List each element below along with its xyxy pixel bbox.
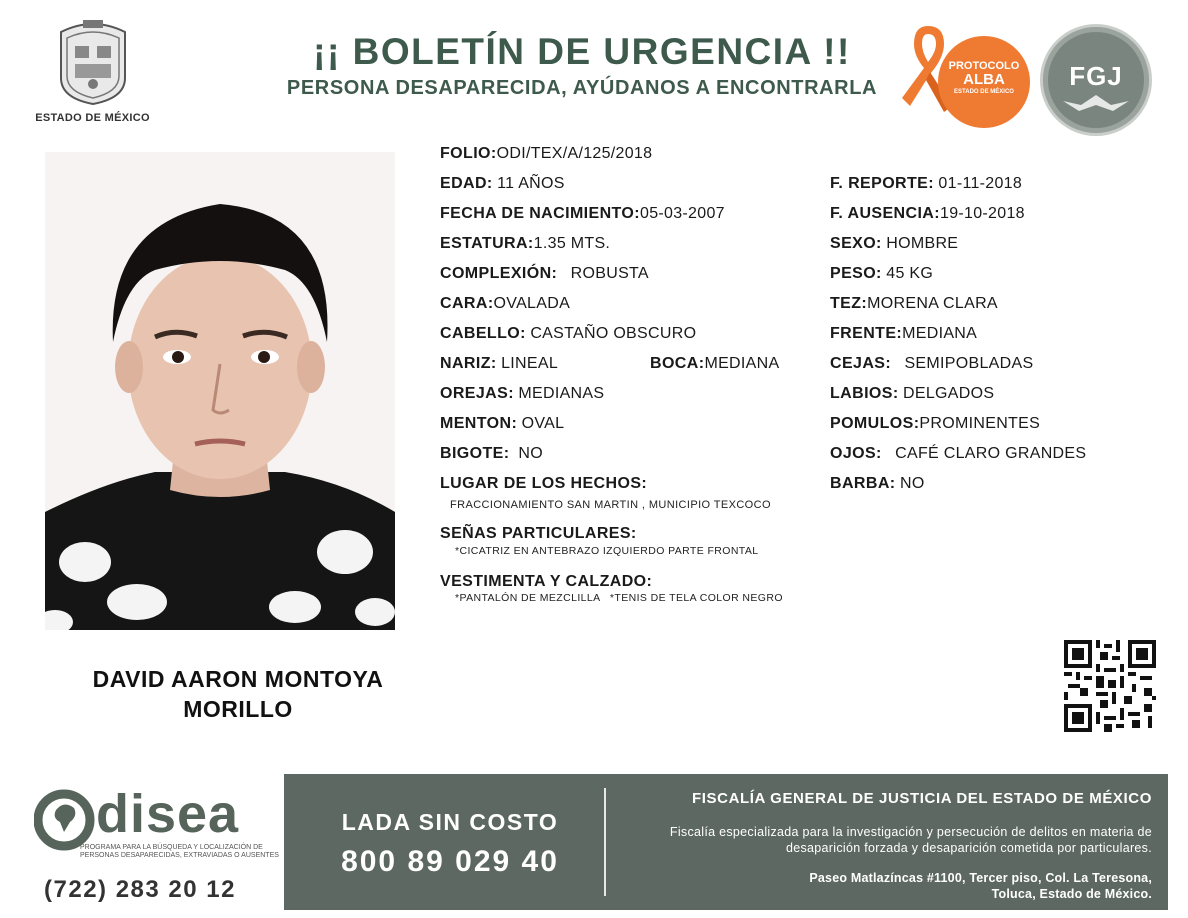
estado-de-mexico-logo xyxy=(30,18,155,124)
fiscalia-address-line1: Paseo Matlazíncas #1100, Tercer piso, Col. La Teresona, xyxy=(809,871,1152,885)
field-folio xyxy=(440,144,652,164)
field-nariz-label: NARIZ: xyxy=(440,355,497,372)
bulletin-header xyxy=(262,30,902,100)
field-sexo-label: SEXO: xyxy=(830,235,882,252)
field-orejas-value: MEDIANAS xyxy=(518,385,605,402)
field-edad-value: 11 AÑOS xyxy=(497,175,565,192)
field-lugar-hechos-value: FRACCIONAMIENTO SAN MARTIN , MUNICIPIO TEXCOCO xyxy=(450,499,771,511)
field-cara-label: CARA: xyxy=(440,295,494,312)
field-ojos-value: CAFÉ CLARO GRANDES xyxy=(895,445,1087,462)
field-vestimenta-label: VESTIMENTA Y CALZADO: xyxy=(440,573,653,590)
field-f-ausencia-value: 19-10-2018 xyxy=(940,205,1025,222)
fiscalia-info xyxy=(618,790,1152,902)
field-orejas xyxy=(440,384,604,404)
field-fecha-nacimiento-label: FECHA DE NACIMIENTO: xyxy=(440,205,640,222)
eagle-wings-icon xyxy=(1061,91,1131,113)
field-edad-label: EDAD: xyxy=(440,175,493,192)
field-folio-value: ODI/TEX/A/125/2018 xyxy=(496,145,653,162)
person-name-line2: MORILLO xyxy=(183,696,293,722)
toll-free-number[interactable]: 800 89 029 40 xyxy=(341,845,559,878)
field-f-ausencia xyxy=(830,204,1025,224)
field-labios-value: DELGADOS xyxy=(903,385,995,402)
field-menton-label: MENTON: xyxy=(440,415,518,432)
field-cabello xyxy=(440,324,696,344)
field-ojos-label: OJOS: xyxy=(830,445,882,462)
field-estatura-value: 1.35 MTS. xyxy=(533,235,611,252)
toll-free-block xyxy=(310,808,590,880)
field-barba-label: BARBA: xyxy=(830,475,896,492)
field-estatura xyxy=(440,234,610,254)
person-name xyxy=(52,664,424,724)
field-labios-label: LABIOS: xyxy=(830,385,899,402)
odisea-description: PROGRAMA PARA LA BÚSQUEDA Y LOCALIZACIÓN DE PERSONAS DESAPARECIDAS, EXTRAVIADAS O AUSENTES xyxy=(80,844,279,859)
field-peso xyxy=(830,264,933,284)
field-lugar-hechos xyxy=(440,474,647,494)
field-bigote xyxy=(440,444,543,464)
footer-divider xyxy=(604,788,606,896)
alba-badge xyxy=(938,36,1030,128)
field-f-reporte-label: F. REPORTE: xyxy=(830,175,934,192)
field-frente-label: FRENTE: xyxy=(830,325,903,342)
field-cabello-label: CABELLO: xyxy=(440,325,526,342)
field-boca xyxy=(650,354,779,374)
field-frente-value: MEDIANA xyxy=(902,325,978,342)
field-senas-label: SEÑAS PARTICULARES: xyxy=(440,525,637,542)
field-pomulos-value: PROMINENTES xyxy=(919,415,1041,432)
field-nariz xyxy=(440,354,558,374)
missing-person-photo xyxy=(45,152,395,630)
field-cara xyxy=(440,294,570,314)
qr-code[interactable] xyxy=(1064,640,1156,732)
field-cejas xyxy=(830,354,1033,374)
alba-line2: ALBA xyxy=(963,71,1005,88)
field-f-ausencia-label: F. AUSENCIA: xyxy=(830,205,940,222)
field-folio-label: FOLIO: xyxy=(440,145,497,162)
field-bigote-label: BIGOTE: xyxy=(440,445,510,462)
field-complexion-label: COMPLEXIÓN: xyxy=(440,265,558,282)
field-cejas-label: CEJAS: xyxy=(830,355,892,372)
fiscalia-description: Fiscalía especializada para la investigación y persecución de delitos en materia de desaparición forzada y desaparición cometida por particulares. xyxy=(669,825,1152,855)
field-barba-value: NO xyxy=(899,475,925,492)
field-peso-label: PESO: xyxy=(830,265,882,282)
field-estatura-label: ESTATURA: xyxy=(440,235,534,252)
field-tez-label: TEZ: xyxy=(830,295,868,312)
field-sexo xyxy=(830,234,958,254)
field-pomulos xyxy=(830,414,1040,434)
bulletin-title: ¡¡ BOLETÍN DE URGENCIA !! xyxy=(313,31,851,72)
field-nariz-value: LINEAL xyxy=(501,355,559,372)
footer-contact-band xyxy=(284,774,1168,910)
fiscalia-address xyxy=(618,870,1152,902)
field-labios xyxy=(830,384,994,404)
field-vestimenta-value: *PANTALÓN DE MEZCLILLA *TENIS DE TELA COLOR NEGRO xyxy=(455,592,783,604)
odisea-wordmark: disea xyxy=(96,784,240,844)
field-lugar-hechos-label: LUGAR DE LOS HECHOS: xyxy=(440,475,648,492)
field-complexion xyxy=(440,264,649,284)
bulletin-subtitle: PERSONA DESAPARECIDA, AYÚDANOS A ENCONTRARLA xyxy=(286,77,878,99)
field-boca-value: MEDIANA xyxy=(704,355,780,372)
field-senas-value: *CICATRIZ EN ANTEBRAZO IZQUIERDO PARTE FRONTAL xyxy=(455,545,759,557)
fiscalia-title: FISCALÍA GENERAL DE JUSTICIA DEL ESTADO DE MÉXICO xyxy=(692,790,1152,807)
field-complexion-value: ROBUSTA xyxy=(570,265,649,282)
field-bigote-value: NO xyxy=(518,445,543,462)
field-tez xyxy=(830,294,998,314)
field-f-reporte-value: 01-11-2018 xyxy=(938,175,1023,192)
field-cabello-value: CASTAÑO OBSCURO xyxy=(530,325,697,342)
field-cejas-value: SEMIPOBLADAS xyxy=(904,355,1034,372)
field-tez-value: MORENA CLARA xyxy=(867,295,998,312)
state-caption: ESTADO DE MÉXICO xyxy=(35,112,150,124)
field-menton xyxy=(440,414,564,434)
field-cara-value: OVALADA xyxy=(493,295,571,312)
field-fecha-nacimiento xyxy=(440,204,725,224)
field-fecha-nacimiento-value: 05-03-2007 xyxy=(640,205,725,222)
fiscalia-address-line2: Toluca, Estado de México. xyxy=(991,887,1152,901)
coat-of-arms-icon xyxy=(53,18,133,106)
field-ojos xyxy=(830,444,1086,464)
field-senas xyxy=(440,524,637,544)
field-barba xyxy=(830,474,925,494)
field-boca-label: BOCA: xyxy=(650,355,705,372)
protocolo-alba-logo xyxy=(900,22,1032,134)
odisea-phone[interactable]: (722) 283 20 12 xyxy=(44,876,236,903)
field-vestimenta xyxy=(440,572,652,592)
field-sexo-value: HOMBRE xyxy=(886,235,959,252)
field-peso-value: 45 KG xyxy=(886,265,934,282)
odisea-logo xyxy=(30,782,280,912)
field-frente xyxy=(830,324,977,344)
field-pomulos-label: POMULOS: xyxy=(830,415,920,432)
field-menton-value: OVAL xyxy=(521,415,565,432)
toll-free-label: LADA SIN COSTO xyxy=(341,809,559,835)
fgj-text: FGJ xyxy=(1069,61,1123,91)
alba-line1: PROTOCOLO xyxy=(948,60,1020,72)
alba-line3: ESTADO DE MÉXICO xyxy=(954,89,1014,95)
person-name-line1: DAVID AARON MONTOYA xyxy=(92,666,384,692)
field-edad xyxy=(440,174,565,194)
portrait-image xyxy=(45,152,395,630)
odisea-pin-icon xyxy=(34,788,98,852)
field-f-reporte xyxy=(830,174,1022,194)
fgj-logo xyxy=(1040,24,1152,136)
field-orejas-label: OREJAS: xyxy=(440,385,514,402)
